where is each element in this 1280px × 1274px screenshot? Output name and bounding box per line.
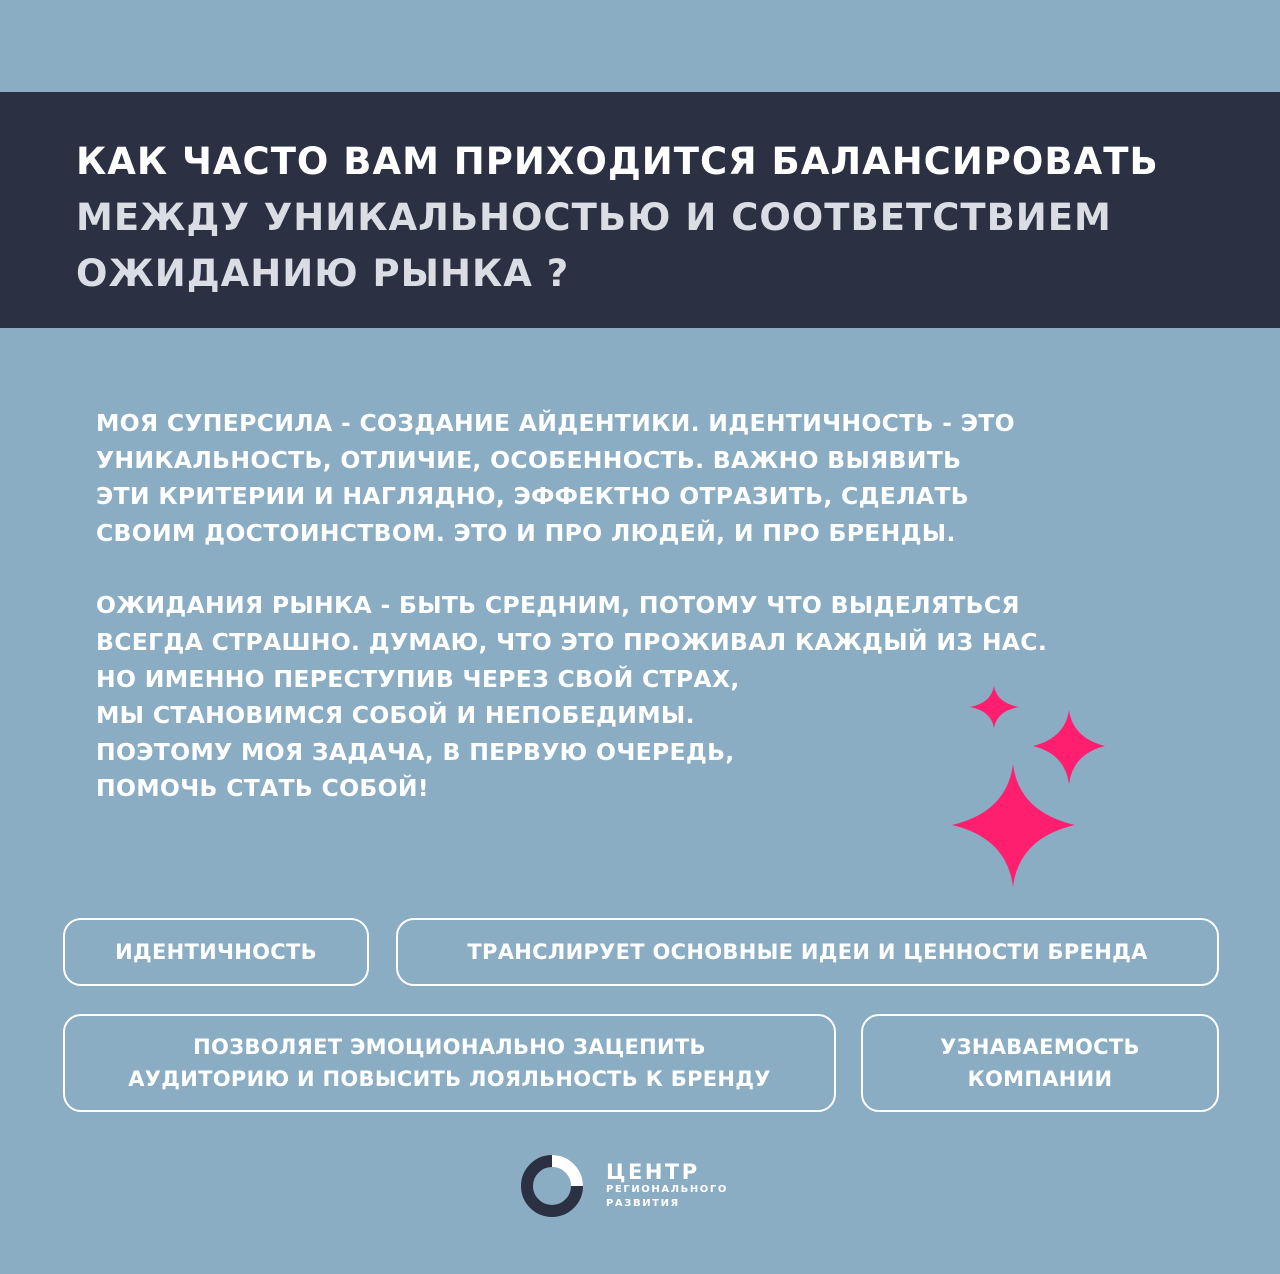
answer-line: МЫ СТАНОВИМСЯ СОБОЙ И НЕПОБЕДИМЫ. (96, 701, 695, 730)
answer-line: ЭТИ КРИТЕРИИ И НАГЛЯДНО, ЭФФЕКТНО ОТРАЗИТЬ, СДЕЛАТЬ (96, 482, 970, 511)
logo-subtitle: РАЗВИТИЯ (606, 1198, 680, 1209)
tag-label: КОМПАНИИ (967, 1067, 1113, 1091)
answer-line: ОЖИДАНИЯ РЫНКА - БЫТЬ СРЕДНИМ, ПОТОМУ ЧТО ВЫДЕЛЯТЬСЯ (96, 591, 1020, 620)
answer-line: НО ИМЕННО ПЕРЕСТУПИВ ЧЕРЕЗ СВОЙ СТРАХ, (96, 664, 740, 693)
answer-line: ВСЕГДА СТРАШНО. ДУМАЮ, ЧТО ЭТО ПРОЖИВАЛ КАЖДЫЙ ИЗ НАС. (96, 627, 1048, 656)
tag-brand-values (396, 918, 1219, 986)
title-line-1: КАК ЧАСТО ВАМ ПРИХОДИТСЯ БАЛАНСИРОВАТЬ (76, 140, 1159, 183)
logo-ring-icon (518, 1152, 586, 1220)
tag-label: ИДЕНТИЧНОСТЬ (115, 940, 317, 964)
logo-subtitle: РЕГИОНАЛЬНОГО (606, 1184, 728, 1195)
tag-label: УЗНАВАЕМОСТЬ (940, 1035, 1140, 1059)
tag-label: АУДИТОРИЮ И ПОВЫСИТЬ ЛОЯЛЬНОСТЬ К БРЕНДУ (128, 1067, 771, 1091)
sparkles-decoration (940, 680, 1120, 900)
answer-paragraph-1 (96, 405, 1216, 551)
tag-label: ПОЗВОЛЯЕТ ЭМОЦИОНАЛЬНО ЗАЦЕПИТЬ (193, 1035, 706, 1059)
tag-recognition (861, 1014, 1219, 1112)
page-title (76, 134, 1256, 302)
tag-identity (63, 918, 369, 986)
logo (518, 1152, 728, 1220)
sparkle-medium-icon (1033, 710, 1105, 784)
answer-line: УНИКАЛЬНОСТЬ, ОТЛИЧИЕ, ОСОБЕННОСТЬ. ВАЖНО ВЫЯВИТЬ (96, 445, 962, 474)
tag-label: ТРАНСЛИРУЕТ ОСНОВНЫЕ ИДЕИ И ЦЕННОСТИ БРЕНДА (467, 940, 1148, 964)
logo-title: ЦЕНТР (606, 1160, 700, 1184)
answer-line: ПОМОЧЬ СТАТЬ СОБОЙ! (96, 774, 429, 803)
sparkle-large-icon (952, 764, 1075, 887)
answer-line: ПОЭТОМУ МОЯ ЗАДАЧА, В ПЕРВУЮ ОЧЕРЕДЬ, (96, 737, 735, 766)
sparkle-small-icon (970, 686, 1019, 728)
logo-text (606, 1161, 728, 1211)
answer-line: МОЯ СУПЕРСИЛА - СОЗДАНИЕ АЙДЕНТИКИ. ИДЕНТИЧНОСТЬ - ЭТО (96, 409, 1015, 437)
answer-line: СВОИМ ДОСТОИНСТВОМ. ЭТО И ПРО ЛЮДЕЙ, И ПРО БРЕНДЫ. (96, 518, 956, 547)
title-line-2: МЕЖДУ УНИКАЛЬНОСТЬЮ И СООТВЕТСТВИЕМ (76, 196, 1112, 239)
title-line-3: ОЖИДАНИЮ РЫНКА ? (76, 252, 570, 295)
tag-emotional-hook (63, 1014, 836, 1112)
